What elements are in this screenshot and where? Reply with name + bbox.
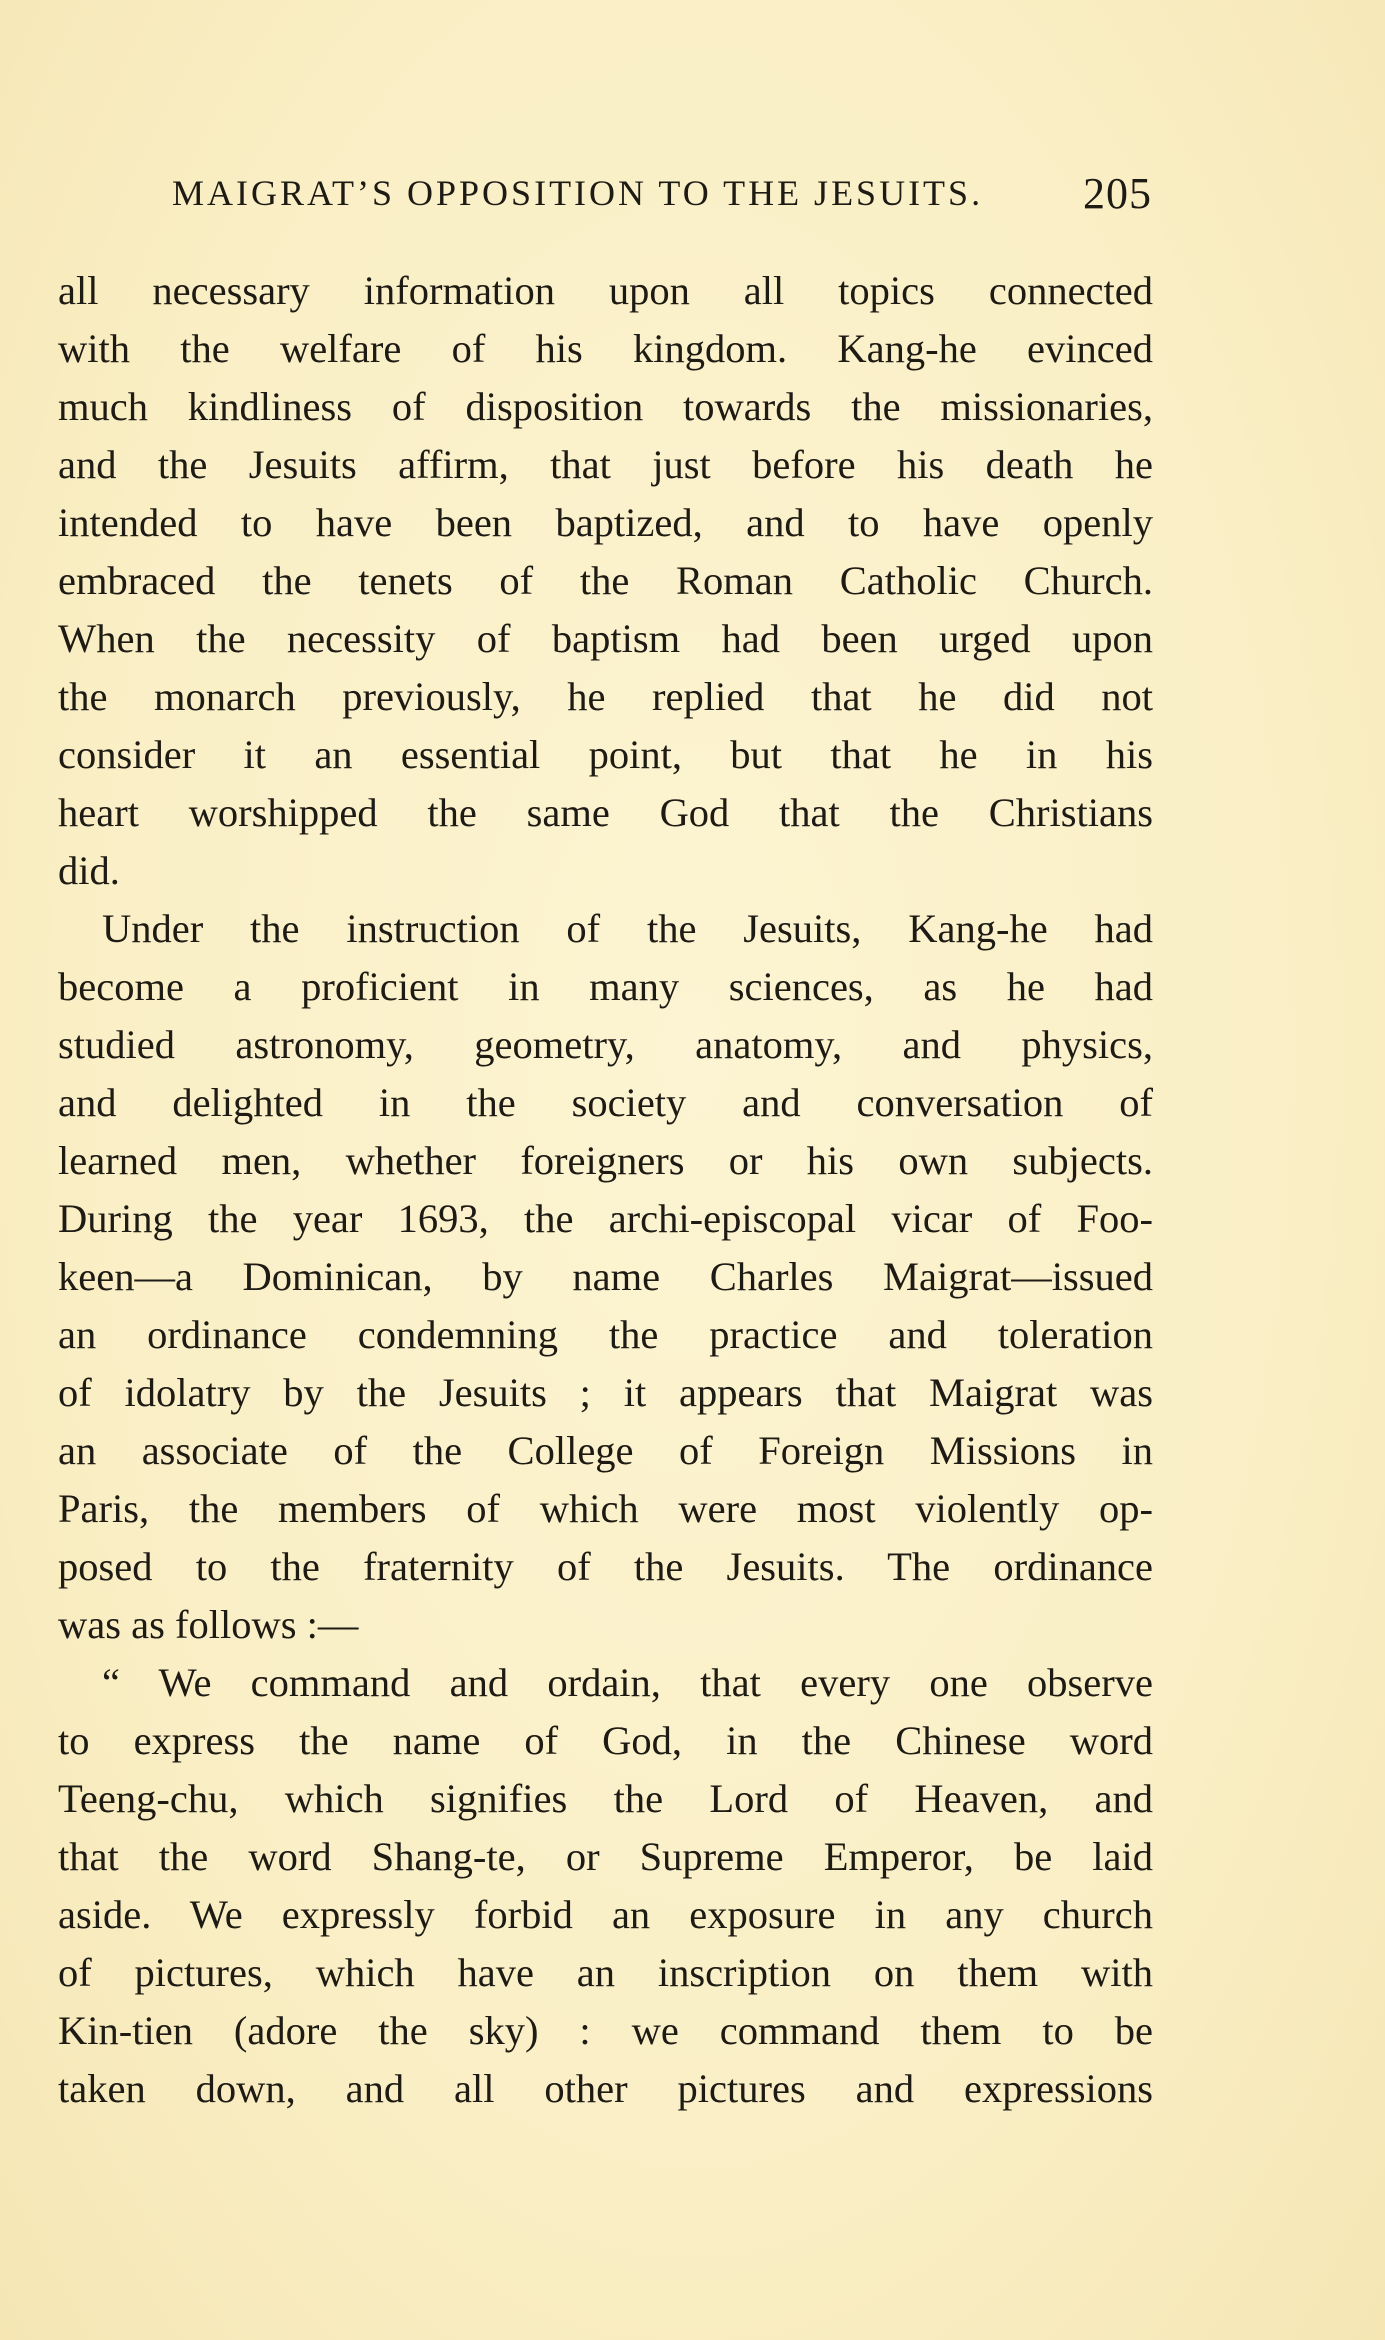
text-line: studied astronomy, geometry, anatomy, and physics, bbox=[58, 1022, 1153, 1067]
text-line: with the welfare of his kingdom. Kang-he evinced bbox=[58, 326, 1153, 371]
body-text bbox=[58, 262, 1153, 2118]
text-line: did. bbox=[58, 848, 120, 893]
text-line: Paris, the members of which were most violently op- bbox=[58, 1486, 1153, 1531]
text-line: that the word Shang-te, or Supreme Emperor, be laid bbox=[58, 1834, 1153, 1879]
text-line: “ We command and ordain, that every one observe bbox=[102, 1660, 1153, 1705]
text-line: all necessary information upon all topics connected bbox=[58, 268, 1153, 313]
text-line: of pictures, which have an inscription on them with bbox=[58, 1950, 1153, 1995]
text-line: an associate of the College of Foreign Missions in bbox=[58, 1428, 1153, 1473]
text-line: aside. We expressly forbid an exposure in any church bbox=[58, 1892, 1153, 1937]
text-line: and delighted in the society and conversation of bbox=[58, 1080, 1153, 1125]
text-line: taken down, and all other pictures and expressions bbox=[58, 2066, 1153, 2111]
text-line: posed to the fraternity of the Jesuits. The ordinance bbox=[58, 1544, 1153, 1589]
text-line: to express the name of God, in the Chinese word bbox=[58, 1718, 1153, 1763]
text-line: consider it an essential point, but that he in his bbox=[58, 732, 1153, 777]
text-line: embraced the tenets of the Roman Catholic Church. bbox=[58, 558, 1153, 603]
text-line: Under the instruction of the Jesuits, Kang-he had bbox=[102, 906, 1153, 951]
text-line: become a proficient in many sciences, as he had bbox=[58, 964, 1153, 1009]
text-line: keen—a Dominican, by name Charles Maigrat—issued bbox=[58, 1254, 1153, 1299]
text-line: Kin-tien (adore the sky) : we command them to be bbox=[58, 2008, 1153, 2053]
text-line: and the Jesuits affirm, that just before his death he bbox=[58, 442, 1153, 487]
text-line: Teeng-chu, which signifies the Lord of Heaven, and bbox=[58, 1776, 1153, 1821]
running-title: MAIGRAT’S OPPOSITION TO THE JESUITS. bbox=[172, 173, 984, 213]
text-line: During the year 1693, the archi-episcopal vicar of Foo- bbox=[58, 1196, 1153, 1241]
text-line: was as follows :— bbox=[58, 1602, 359, 1647]
text-line: intended to have been baptized, and to have openly bbox=[58, 500, 1153, 545]
page-number: 205 bbox=[1083, 169, 1152, 218]
text-line: learned men, whether foreigners or his own subjects. bbox=[58, 1138, 1153, 1183]
text-line: the monarch previously, he replied that he did not bbox=[58, 674, 1153, 719]
text-line: of idolatry by the Jesuits ; it appears that Maigrat was bbox=[58, 1370, 1153, 1415]
text-line: much kindliness of disposition towards the missionaries, bbox=[58, 384, 1153, 429]
text-line: an ordinance condemning the practice and toleration bbox=[58, 1312, 1153, 1357]
text-line: When the necessity of baptism had been urged upon bbox=[58, 616, 1153, 661]
text-line: heart worshipped the same God that the Christians bbox=[58, 790, 1153, 835]
page-header bbox=[172, 169, 1152, 222]
